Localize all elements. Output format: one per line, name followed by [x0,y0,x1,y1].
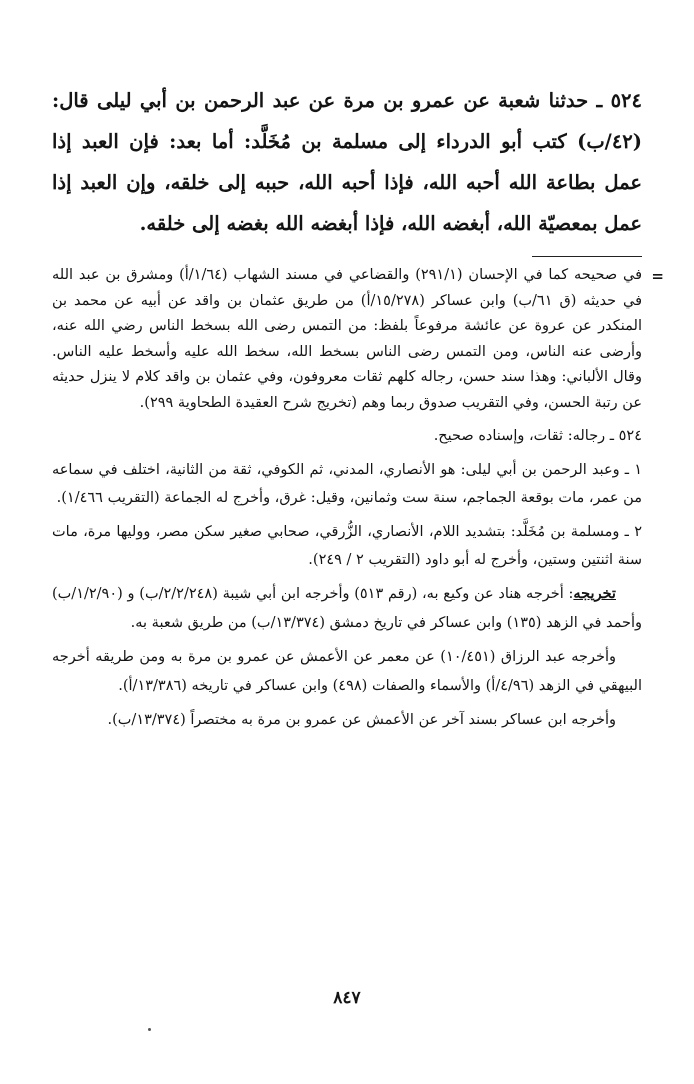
narrator-1: ١ ـ وعبد الرحمن بن أبي ليلى: هو الأنصاري، المدني، ثم الكوفي، ثقة من الثانية، اختلف في سماعه من عمر، مات بوقعة الجماجم، سنة ست وثمانين، وقيل: غرق، وأخرج له الجماعة (التقريب ١/٤٦٦). [52,462,642,506]
footnote-divider [532,256,642,257]
footnote-continuation-marker: = [651,267,664,285]
page-number: ٨٤٧ [333,988,361,1008]
rijal-heading: ٥٢٤ ـ رجاله: ثقات، وإسناده صحيح. [433,428,642,444]
footnote-text: في صحيحه كما في الإحسان (٢٩١/١) والقضاعي في مسند الشهاب (١/٦٤/أ) ومشرق بن عبد الله في حديثه (ق ٦١/ب) وابن عساكر (١٥/٢٧٨/أ) من طريق عثمان بن واقد عن أبيه عن محمد بن المنكدر عن عروة عن عائشة مرفوعاً بلفظ: من التمس رضى الله بسخط الناس رضي الله عنه، وأرضى عنه الناس، ومن التمس رضى الناس بسخط الله، سخط الله عليه وأسخط عليه الناس. وقال الألباني: وهذا سند حسن، رجاله كلهم ثقات معروفون، وفي عثمان بن واقد كلام لا ينزل حديثه عن رتبة الحسن، وفي التقريب صدوق ربما وهم (تخريج شرح العقيدة الطحاوية ٢٩٩). [52,267,643,411]
takhrij-paragraph-3: وأخرجه ابن عساكر بسند آخر عن الأعمش عن عمرو بن مرة به مختصراً (١٣/٣٧٤/ب). [107,712,616,728]
takhrij-label: تخريجه [573,585,616,602]
takhrij-paragraph-2: وأخرجه عبد الرزاق (١٠/٤٥١) عن معمر عن الأعمش عن عمرو بن مرة به ومن طريقه أخرجه البيهقي في الزهد (٤/٩٦/أ) والأسماء والصفات (٤٩٨) وابن عساكر في تاريخه (١٣/٣٨٦/أ). [52,649,642,694]
hadith-text: ٥٢٤ ـ حدثنا شعبة عن عمرو بن مرة عن عبد الرحمن بن أبي ليلى قال: (٤٢/ب) كتب أبو الدرداء إلى مسلمة بن مُخَلَّد: أما بعد: فإن العبد إذا عمل بطاعة الله أحبه الله، فإذا أحبه الله، حببه إلى خلقه، وإن العبد إذا عمل بمعصيّة الله، أبغضه الله، فإذا أبغضه الله بغضه إلى خلقه. [52,89,642,235]
narrator-2: ٢ ـ ومسلمة بن مُخَلَّد: بتشديد اللام، الأنصاري، الزُّرقي، صحابي صغير سكن مصر، ووليها مرة، مات سنة اثنتين وستين، وأخرج له أبو داود (التقريب ٢ / ٢٤٩). [52,524,642,568]
takhrij-text: : أخرجه هناد عن وكيع به، (رقم ٥١٣) وأخرجه ابن أبي شيبة (٢/٢/٢٤٨/ب) و (١/٢/٩٠/ب) وأحمد في الزهد (١٣٥) وابن عساكر في تاريخ دمشق (١٣/٣٧٤/ب) من طريق شعبة به. [52,586,642,631]
print-speck [148,1028,151,1031]
footnote-block [52,263,664,416]
takhrij-paragraph [52,580,642,637]
page-content [52,80,664,735]
